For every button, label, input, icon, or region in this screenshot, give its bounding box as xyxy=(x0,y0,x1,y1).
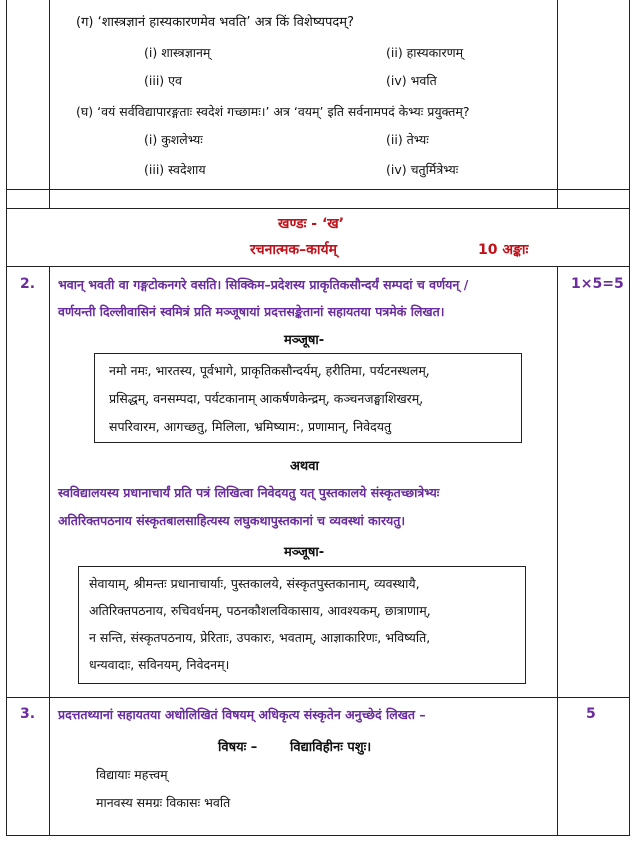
question-number: 3. xyxy=(20,706,36,722)
option-g-4: (iv) भवति xyxy=(386,73,437,88)
option-gh-2: (ii) तेभ्यः xyxy=(386,132,429,147)
row-divider xyxy=(7,189,629,190)
option-gh-4: (iv) चतुर्मित्रेभ्यः xyxy=(386,162,459,177)
manjusha-line: न सन्ति, संस्कृतपठनाय, प्रेरिताः, उपकारः, भवताम्, आज्ञाकारिणः, भविष्यति, xyxy=(89,630,431,645)
column-divider xyxy=(49,0,50,208)
or-label: अथवा xyxy=(290,459,319,474)
row-divider xyxy=(7,266,629,267)
manjusha-line: अतिरिक्तपठनाय, रुचिवर्धनम्, पठनकौशलविकासाय, आवश्यकम्, छात्राणाम्, xyxy=(89,603,431,618)
question-marks: 1×5=5 xyxy=(571,276,624,292)
option-gh-1: (i) कुशलेभ्यः xyxy=(144,132,203,147)
fact-item: मानवस्य समग्रः विकासः भवति xyxy=(96,795,231,810)
manjusha-label: मञ्जूषा- xyxy=(284,333,325,348)
manjusha-line: सपरिवारम, आगच्छतु, मिलिला, भ्रमिष्याम:, प्रणामान्, निवेदयतु xyxy=(109,419,392,434)
column-divider xyxy=(49,266,50,836)
manjusha-line: धन्यवादाः, सविनयम्, निवेदनम्। xyxy=(89,657,230,672)
q2-line-1: भवान् भवती वा गङ्गटोकनगरे वसति। सिक्किम–प्रदेशस्य प्राकृतिकसौन्दर्यं सम्पदां च वर्णयन् / xyxy=(58,277,469,292)
question-gh: (घ) ‘वयं सर्वविद्यापारङ्गताः स्वदेशं गच्छामः।’ अत्र ‘वयम्’ इति सर्वनामपदं केभ्यः प्रयुक्तम्? xyxy=(76,104,470,119)
manjusha-label: मञ्जूषा- xyxy=(284,545,325,560)
option-g-3: (iii) एव xyxy=(144,73,183,88)
manjusha-line: सेवायाम्, श्रीमन्तः प्रधानाचार्याः, पुस्तकालये, संस्कृतपुस्तकानाम्, व्यवस्थायै, xyxy=(89,576,420,591)
row-divider xyxy=(7,697,629,698)
manjusha-box xyxy=(78,566,526,684)
column-divider xyxy=(557,266,558,836)
question-number: 2. xyxy=(20,276,36,292)
q3-line-1: प्रदत्ततथ्यानां सहायतया अधोलिखितं विषयम् अधिकृत्य संस्कृतेन अनुच्छेदं लिखत – xyxy=(58,707,426,722)
khand-subtitle: रचनात्मक–कार्यम् xyxy=(250,242,337,258)
manjusha-line: नमो नमः, भारतस्य, पूर्वभागे, प्राकृतिकसौन्दर्यम्, हरीतिमा, पर्यटनस्थलम्, xyxy=(109,363,430,378)
q2-alt-line-2: अतिरिक्तपठनाय संस्कृतबालसाहित्यस्य लघुकथापुस्तकानां च व्यवस्थां कारयतु। xyxy=(58,513,406,528)
question-g: (ग) ‘शास्त्रज्ञानं हास्यकारणमेव भवति’ अत्र किं विशेष्यपदम्? xyxy=(76,15,354,30)
manjusha-line: प्रसिद्धम्, वनसम्पदा, पर्यटकानाम् आकर्षणकेन्द्रम्, कञ्चनजङ्घाशिखरम्, xyxy=(109,391,424,406)
q2-line-2: वर्णयन्ती दिल्लीवासिनं स्वमित्रं प्रति मञ्जूषायां प्रदत्तसङ्केतानां सहायतया पत्रमेकं लिखत। xyxy=(58,304,445,319)
khand-marks: 10 अङ्काः xyxy=(478,242,529,258)
option-g-1: (i) शास्त्रज्ञानम् xyxy=(144,45,211,60)
manjusha-box xyxy=(94,353,522,443)
column-divider xyxy=(557,0,558,208)
khand-title: खण्डः - ‘ख’ xyxy=(278,216,345,232)
option-g-2: (ii) हास्यकारणम् xyxy=(386,45,464,60)
subject-label: विषयः – xyxy=(218,740,258,755)
fact-item: विद्यायाः महत्त्वम् xyxy=(96,767,168,782)
question-marks: 5 xyxy=(586,706,596,722)
q2-alt-line-1: स्वविद्यालयस्य प्रधानाचार्यं प्रति पत्रं लिखित्वा निवेदयतु यत् पुस्तकालये संस्कृतच्छात्रेभ्यः xyxy=(58,485,440,500)
option-gh-3: (iii) स्वदेशाय xyxy=(144,162,206,177)
subject: विद्याविहीनः पशुः। xyxy=(290,740,372,755)
row-divider xyxy=(7,208,629,209)
